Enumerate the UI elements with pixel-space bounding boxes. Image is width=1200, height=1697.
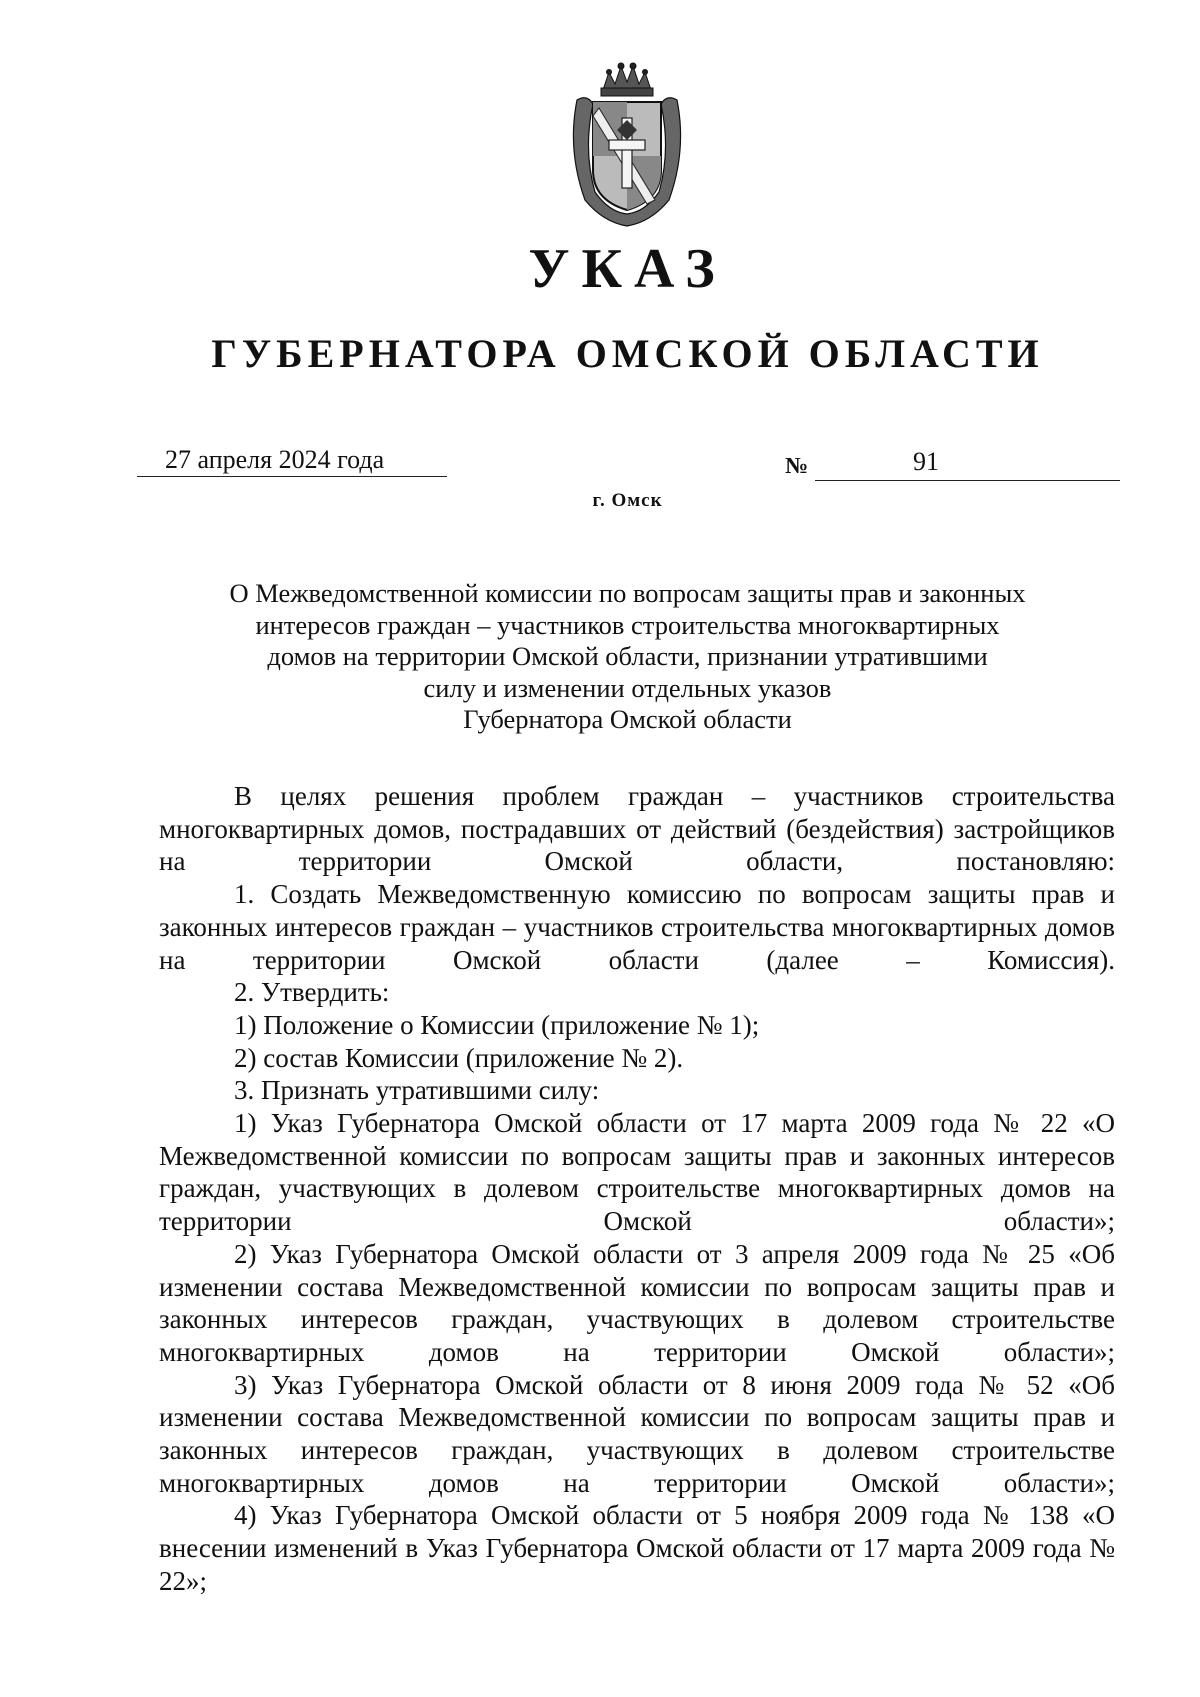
subject-line: О Межведомственной комиссии по вопросам защиты прав и законных: [229, 578, 1026, 608]
item-2-paragraph: 2. Утвердить:: [234, 977, 390, 1008]
subject-line: интересов граждан – участников строительства многоквартирных: [255, 609, 1000, 640]
item-3-1-paragraph: 1) Указ Губернатора Омской области от 17 марта 2009 года № 22 «О Межведомственной комиссии по вопросам защиты прав и законных интересов граждан, участвующих в долевом строительстве многоквартирных домов на территории Омской области»;: [159, 1108, 1115, 1237]
city-label: г. Омск: [592, 490, 663, 511]
number-field: [785, 447, 1120, 481]
document-title: УКАЗ: [528, 238, 727, 300]
date-field: [137, 445, 447, 475]
item-2-2-paragraph: 2) состав Комиссии (приложение № 2).: [234, 1042, 684, 1073]
item-3-3-paragraph: 3) Указ Губернатора Омской области от 8 июня 2009 года № 52 «Об изменении состава Межведомственной комиссии по вопросам защиты прав и законных интересов граждан, участвующих в долевом строительстве многоквартирных домов на территории Омской области»;: [159, 1369, 1115, 1498]
document-issuer: ГУБЕРНАТОРА ОМСКОЙ ОБЛАСТИ: [211, 331, 1044, 376]
date-underline: [137, 476, 447, 477]
coat-of-arms-icon: [563, 60, 691, 228]
number-value: 91: [913, 447, 939, 476]
item-3-4-paragraph: 4) Указ Губернатора Омской области от 5 ноября 2009 года № 138 «О внесении изменений в Указ Губернатора Омской области от 17 марта 2009 года № 22»;: [159, 1500, 1115, 1596]
preamble-paragraph: В целях решения проблем граждан – участников строительства многоквартирных домов, пострадавших от действий (бездействия) застройщиков на территории Омской области, постановляю:: [159, 781, 1115, 877]
item-3-paragraph: 3. Признать утратившими силу:: [234, 1075, 600, 1106]
subject-line: домов на территории Омской области, признании утратившими: [267, 641, 988, 671]
document-body: [159, 780, 1115, 1598]
item-1-paragraph: 1. Создать Межведомственную комиссию по вопросам защиты прав и законных интересов граждан – участников строительства многоквартирных домов на территории Омской области (далее – Комиссия).: [159, 879, 1115, 975]
number-underline: [815, 480, 1120, 481]
subject-line: Губернатора Омской области: [463, 704, 792, 734]
number-sign: №: [785, 453, 809, 478]
subject-line: силу и изменении отдельных указов: [423, 672, 832, 703]
document-subject: [170, 578, 1085, 736]
item-3-2-paragraph: 2) Указ Губернатора Омской области от 3 апреля 2009 года № 25 «Об изменении состава Межведомственной комиссии по вопросам защиты прав и законных интересов граждан, участвующих в долевом строительстве многоквартирных домов на территории Омской области»;: [159, 1238, 1115, 1367]
item-2-1-paragraph: 1) Положение о Комиссии (приложение № 1);: [234, 1009, 760, 1040]
date-value: 27 апреля 2024 года: [165, 445, 385, 474]
